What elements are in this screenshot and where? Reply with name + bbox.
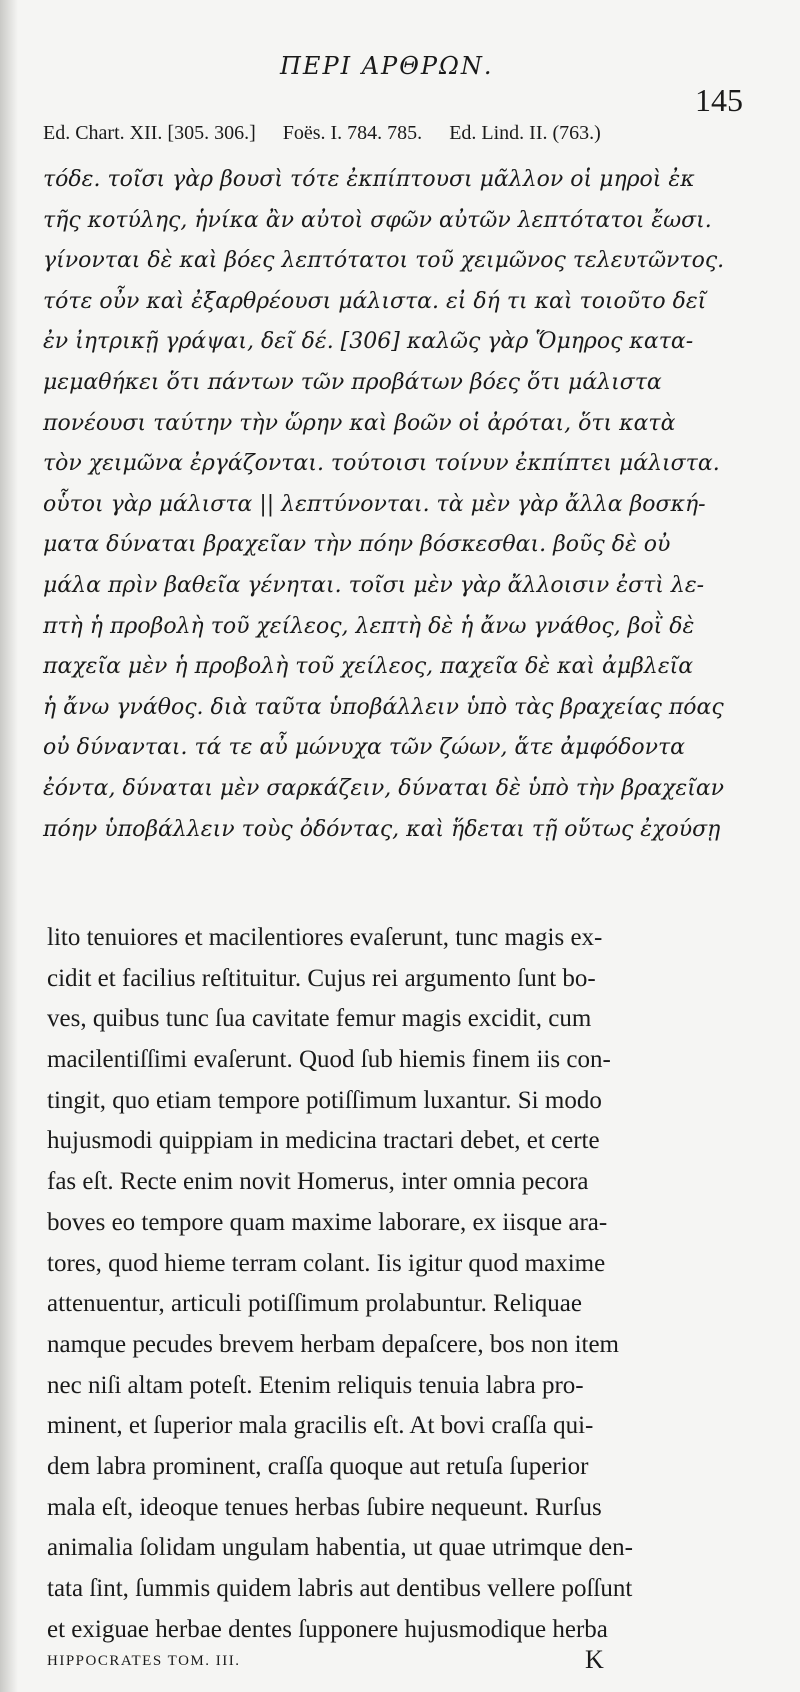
- latin-line: ves, quibus tunc ſua cavitate femur magis excidit, cum: [47, 1005, 592, 1033]
- page-footer: [0, 1645, 800, 1685]
- greek-line: πόην ὑποβάλλειν τοὺς ὀδόντας, καὶ ἥδεται τῇ οὕτως ἐχούσῃ: [43, 816, 721, 842]
- latin-line: tores, quod hieme terram colant. Iis igitur quod maxime: [47, 1249, 606, 1277]
- greek-line: τὸν χειμῶνα ἐργάζονται. τούτοισι τοίνυν ἐκπίπτει μάλιστα.: [43, 451, 720, 477]
- greek-line: πονέουσι ταύτην τὴν ὥρην καὶ βοῶν οἱ ἀρόται, ὅτι κατὰ: [43, 410, 676, 436]
- latin-line: nec niſi altam poteſt. Etenim reliquis tenuia labra pro-: [47, 1371, 584, 1399]
- greek-text: [43, 160, 763, 850]
- greek-line: πτὴ ἡ προβολὴ τοῦ χείλεος, λεπτὴ δὲ ἡ ἄνω γνάθος, βοῒ δὲ: [43, 613, 695, 639]
- greek-line: τῆς κοτύλης, ἡνίκα ἂν αὐτοὶ σφῶν αὐτῶν λεπτότατοι ἔωσι.: [43, 207, 712, 233]
- page-number: 145: [695, 82, 743, 118]
- greek-line: γίνονται δὲ καὶ βόες λεπτότατοι τοῦ χειμῶνος τελευτῶντος.: [43, 248, 725, 274]
- greek-line: ἐν ἰητρικῇ γράψαι, δεῖ δέ. [306] καλῶς γὰρ Ὅμηρος κατα-: [43, 329, 694, 355]
- greek-line: παχεῖα μὲν ἡ προβολὴ τοῦ χείλεος, παχεῖα δὲ καὶ ἀμβλεῖα: [43, 654, 694, 680]
- greek-line: τότε οὖν καὶ ἐξαρθρέουσι μάλιστα. εἰ δή τι καὶ τοιοῦτο δεῖ: [43, 288, 707, 314]
- greek-line: οὗτοι γὰρ μάλιστα || λεπτύνονται. τὰ μὲν γὰρ ἄλλα βοσκή-: [43, 491, 706, 517]
- latin-line: fas eſt. Recte enim novit Homerus, inter omnia pecora: [47, 1168, 589, 1196]
- edition-ref-chart: Ed. Chart. XII. [305. 306.]: [43, 122, 256, 144]
- latin-line: lito tenuiores et macilentiores evaſerunt, tunc magis ex-: [47, 924, 603, 951]
- latin-line: cidit et facilius reſtituitur. Cujus rei argumento ſunt bo-: [47, 964, 596, 992]
- gathering-letter: K: [585, 1645, 604, 1674]
- latin-line: macilentiſſimi evaſerunt. Quod ſub hiemis finem iis con-: [47, 1046, 611, 1074]
- greek-line: μεμαθήκει ὅτι πάντων τῶν προβάτων βόες ὅτι μάλιστα: [43, 369, 662, 395]
- edition-ref-lind: Ed. Lind. II. (763.): [449, 122, 601, 144]
- latin-line: mala eſt, ideoque tenues herbas ſubire nequeunt. Rurſus: [47, 1493, 602, 1521]
- greek-line: ματα δύναται βραχεῖαν τὴν πόην βόσκεσθαι. βοῦς δὲ οὐ: [43, 532, 671, 558]
- latin-line: tingit, quo etiam tempore potiſſimum luxantur. Si modo: [47, 1086, 602, 1114]
- latin-line: dem labra prominent, craſſa quoque aut retuſa ſuperior: [47, 1452, 589, 1480]
- running-title: ΠΕΡΙ ΑΡΘΡΩΝ.: [280, 52, 494, 80]
- edition-references: [43, 122, 763, 145]
- signature-mark: HIPPOCRATES TOM. III.: [47, 1653, 241, 1669]
- edition-ref-foes: Foës. I. 784. 785.: [282, 122, 423, 144]
- latin-line: namque pecudes brevem herbam depaſcere, bos non item: [47, 1330, 619, 1358]
- latin-line: et exiguae herbae dentes ſupponere hujusmodique herba: [47, 1615, 608, 1643]
- latin-translation: [47, 918, 767, 1650]
- page-header: [0, 52, 800, 118]
- greek-line: μάλα πρὶν βαθεῖα γένηται. τοῖσι μὲν γὰρ ἄλλοισιν ἐστὶ λε-: [43, 572, 705, 598]
- latin-line: tata ſint, ſummis quidem labris aut dentibus vellere poſſunt: [47, 1575, 633, 1602]
- greek-line: ἐόντα, δύναται μὲν σαρκάζειν, δύναται δὲ ὑπὸ τὴν βραχεῖαν: [43, 775, 725, 801]
- latin-line: minent, et ſuperior mala gracilis eſt. At bovi craſſa qui-: [47, 1412, 594, 1440]
- greek-line: ἡ ἄνω γνάθος. διὰ ταῦτα ὑποβάλλειν ὑπὸ τὰς βραχείας πόας: [43, 694, 724, 720]
- greek-line: τόδε. τοῖσι γὰρ βουσὶ τότε ἐκπίπτουσι μᾶλλον οἱ μηροὶ ἐκ: [43, 167, 695, 192]
- gutter-shadow: [0, 0, 18, 1692]
- latin-line: boves eo tempore quam maxime laborare, ex iisque ara-: [47, 1208, 608, 1236]
- greek-line: οὐ δύνανται. τά τε αὖ μώνυχα τῶν ζώων, ἅτε ἀμφόδοντα: [43, 735, 686, 761]
- latin-line: animalia ſolidam ungulam habentia, ut quae utrimque den-: [47, 1534, 633, 1562]
- latin-line: hujusmodi quippiam in medicina tractari debet, et certe: [47, 1127, 600, 1155]
- latin-line: attenuentur, articuli potiſſimum prolabuntur. Reliquae: [47, 1290, 582, 1318]
